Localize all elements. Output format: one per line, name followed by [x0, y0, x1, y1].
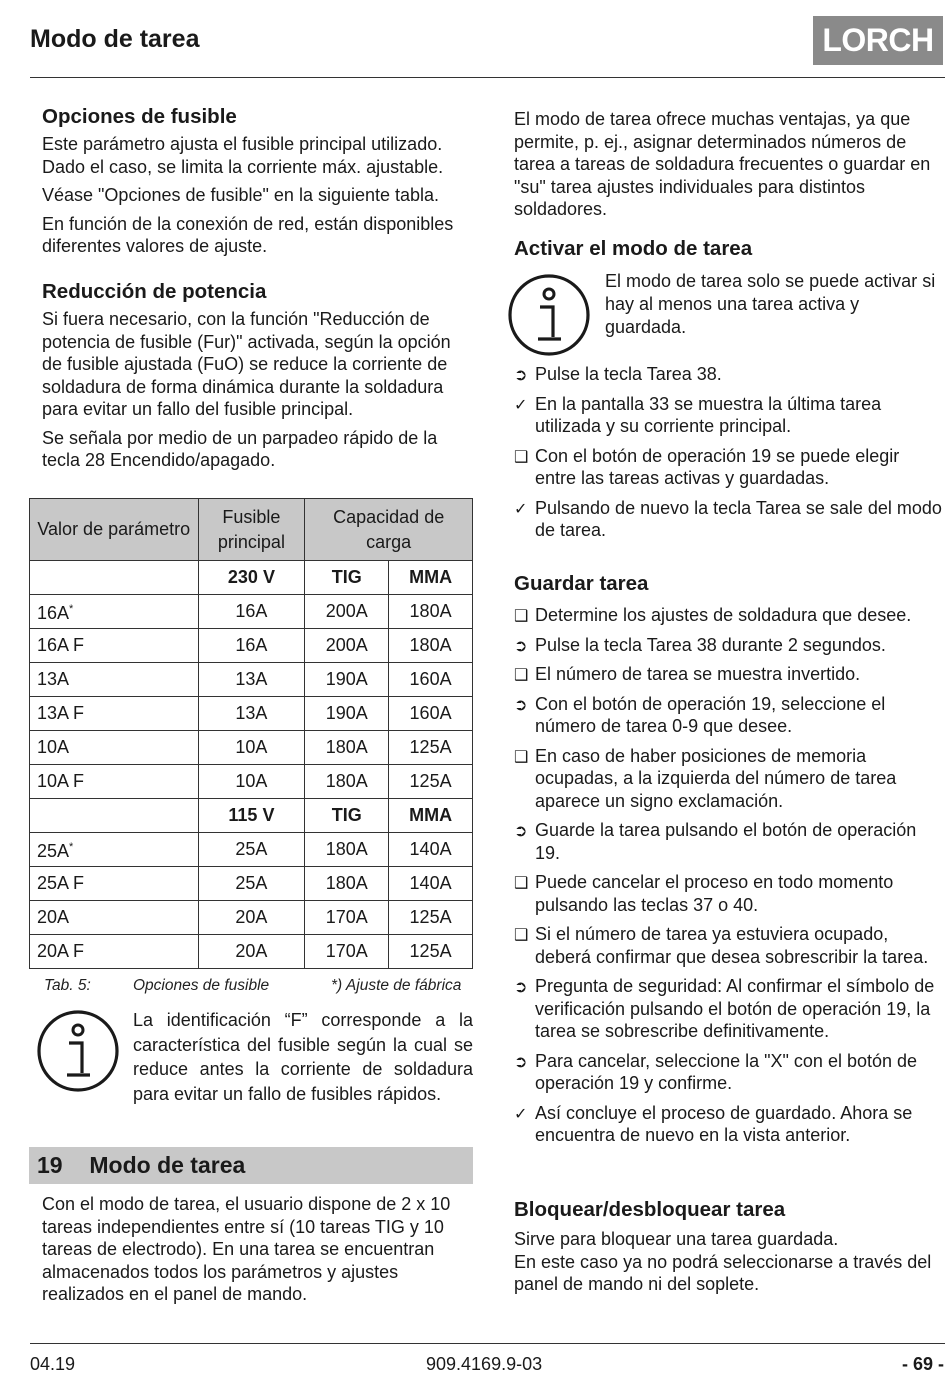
header-divider — [30, 77, 945, 78]
param-value: 13A F — [37, 703, 85, 724]
step-item — [514, 693, 944, 738]
table-fuse-cell: 10A — [198, 765, 305, 799]
section-19-intro: Con el modo de tarea, el usuario dispone de 2 x 10 tareas independientes entre sí (10 tareas TIG y 10 tareas de electrodo). En una tarea se encuentran almacenados todos los parámetros y ajustes realizados en el panel de mando. — [42, 1194, 451, 1304]
step-item — [514, 975, 944, 1043]
fuse-options-section — [42, 104, 474, 258]
checkbox-icon: ❑ — [514, 446, 529, 466]
step-text: En caso de haber posiciones de memoria ocupadas, a la izquierda del número de tarea aparece un signo exclamación. — [535, 745, 897, 811]
page-header-title: Modo de tarea — [30, 25, 200, 53]
save-job-heading: Guardar tarea — [514, 572, 649, 595]
section-19-heading — [29, 1147, 473, 1184]
factory-default-marker: * — [69, 841, 74, 854]
table-row — [30, 629, 473, 663]
power-reduction-paragraph-2: Se señala por medio de un parpadeo rápido de la tecla 28 Encendido/apagado. — [42, 427, 438, 470]
table-voltage-row — [30, 799, 473, 833]
checkmark-icon: ✓ — [514, 498, 528, 518]
step-item — [514, 1102, 944, 1147]
param-value: 16A F — [37, 635, 85, 656]
arrow-icon: ➲ — [514, 635, 528, 655]
table-fuse-cell: 25A — [198, 833, 305, 867]
table-tig-cell: 200A — [305, 629, 389, 663]
table-fuse-cell: 13A — [198, 697, 305, 731]
table-header-param: Valor de parámetro — [30, 499, 199, 561]
lorch-logo: LORCH — [813, 16, 943, 65]
param-value: 25A F — [37, 873, 85, 894]
table-fuse-cell: 10A — [198, 731, 305, 765]
footer-divider — [30, 1343, 945, 1344]
table-fuse-cell: 16A — [198, 595, 305, 629]
footer-document-number: 909.4169.9-03 — [426, 1354, 543, 1374]
table-caption-title: Opciones de fusible — [133, 977, 270, 994]
arrow-icon: ➲ — [514, 977, 528, 996]
param-value: 13A — [37, 669, 70, 690]
table-mma-cell: 125A — [389, 765, 473, 799]
checkbox-icon: ❑ — [514, 606, 529, 625]
table-tig-cell: 190A — [305, 697, 389, 731]
arrow-icon: ➲ — [514, 365, 528, 384]
table-fuse-cell: 20A — [198, 935, 305, 969]
step-text: Pregunta de seguridad: Al confirmar el símbolo de verificación pulsando el botón de operación 19, la tarea se sobrescribe definitivamente. — [535, 976, 935, 1041]
checkmark-icon: ✓ — [514, 1103, 528, 1123]
lock-job-paragraph-1: Sirve para bloquear una tarea guardada. — [514, 1229, 839, 1249]
checkbox-icon: ❑ — [514, 665, 529, 684]
power-reduction-section — [42, 279, 474, 472]
checkbox-icon: ❑ — [514, 873, 529, 892]
table-mma-cell: 140A — [389, 833, 473, 867]
info-icon — [507, 273, 591, 357]
table-mma-cell: 125A — [389, 935, 473, 969]
table-row — [30, 867, 473, 901]
step-text: Con el botón de operación 19, seleccione el número de tarea 0-9 que desee. — [535, 693, 886, 736]
activate-info-note: El modo de tarea solo se puede activar si hay al menos una tarea activa y guardada. — [605, 271, 936, 337]
step-item — [514, 604, 944, 627]
info-icon — [36, 1009, 120, 1093]
param-value: 16A — [37, 603, 70, 624]
power-reduction-heading: Reducción de potencia — [42, 280, 267, 303]
table-voltage-empty-cell — [30, 561, 199, 595]
table-param-cell — [30, 765, 199, 799]
table-mma-header-cell: MMA — [389, 561, 473, 595]
step-text: Con el botón de operación 19 se puede elegir entre las tareas activas y guardadas. — [535, 445, 900, 488]
fuse-table-body — [30, 561, 473, 969]
step-item — [514, 663, 944, 686]
table-tig-cell: 170A — [305, 935, 389, 969]
step-item — [514, 1050, 944, 1095]
table-param-cell — [30, 935, 199, 969]
param-value: 10A F — [37, 771, 85, 792]
table-row — [30, 697, 473, 731]
arrow-icon: ➲ — [514, 1051, 528, 1071]
table-mma-cell: 125A — [389, 731, 473, 765]
fuse-options-table — [29, 498, 473, 969]
footer-page-number: - 69 - — [901, 1354, 944, 1374]
table-header-fuse: Fusible principal — [198, 499, 305, 561]
table-voltage-empty-cell — [30, 799, 199, 833]
table-row — [30, 935, 473, 969]
table-row — [30, 765, 473, 799]
job-mode-intro: El modo de tarea ofrece muchas ventajas, ya que permite, p. ej., asignar determinados números de tarea a tareas de soldadura frecuentes o guardar en "su" tarea ajustes individuales para distintos soldadores. — [514, 109, 931, 219]
table-tig-cell: 180A — [305, 867, 389, 901]
activate-steps-list — [514, 363, 944, 542]
table-mma-cell: 140A — [389, 867, 473, 901]
table-row — [30, 731, 473, 765]
table-mma-cell: 160A — [389, 697, 473, 731]
table-mma-cell: 180A — [389, 595, 473, 629]
step-item — [514, 871, 944, 916]
arrow-icon: ➲ — [514, 694, 528, 714]
table-param-cell — [30, 663, 199, 697]
table-param-cell — [30, 629, 199, 663]
step-item — [514, 634, 944, 657]
step-text: Pulsando de nuevo la tecla Tarea se sale del modo de tarea. — [535, 497, 942, 540]
table-tig-header-cell: TIG — [305, 561, 389, 595]
step-item — [514, 363, 944, 386]
activate-job-mode-heading: Activar el modo de tarea — [514, 237, 753, 260]
checkbox-icon: ❑ — [514, 746, 529, 766]
table-row — [30, 595, 473, 629]
step-text: Para cancelar, seleccione la "X" con el botón de operación 19 y confirme. — [535, 1050, 918, 1093]
step-item — [514, 497, 944, 542]
table-tig-cell: 180A — [305, 731, 389, 765]
table-row — [30, 901, 473, 935]
checkbox-icon: ❑ — [514, 925, 529, 944]
arrow-icon: ➲ — [514, 821, 528, 840]
step-text: Guarde la tarea pulsando el botón de operación 19. — [535, 820, 917, 863]
table-caption-note: *) Ajuste de fábrica — [331, 977, 462, 994]
table-mma-cell: 125A — [389, 901, 473, 935]
table-voltage-cell: 230 V — [198, 561, 305, 595]
table-param-cell — [30, 901, 199, 935]
step-item — [514, 923, 944, 968]
step-text: Si el número de tarea ya estuviera ocupado, deberá confirmar que desea sobrescribir la tarea. — [535, 924, 929, 967]
table-param-cell — [30, 731, 199, 765]
section-number: 19 — [37, 1152, 63, 1178]
table-row — [30, 663, 473, 697]
param-value: 10A — [37, 737, 70, 758]
step-text: Así concluye el proceso de guardado. Ahora se encuentra de nuevo en la vista anterior. — [535, 1102, 913, 1145]
step-item — [514, 819, 944, 864]
table-header-capacity: Capacidad de carga — [305, 499, 473, 561]
checkmark-icon: ✓ — [514, 394, 528, 414]
table-param-cell — [30, 697, 199, 731]
table-mma-cell: 180A — [389, 629, 473, 663]
table-param-cell — [30, 833, 199, 867]
save-steps-list — [514, 604, 944, 1147]
step-text: El número de tarea se muestra invertido. — [535, 664, 861, 684]
step-text: En la pantalla 33 se muestra la última tarea utilizada y su corriente principal. — [535, 393, 882, 436]
table-fuse-cell: 20A — [198, 901, 305, 935]
table-fuse-cell: 16A — [198, 629, 305, 663]
fuse-f-info-note: La identificación “F” corresponde a la característica del fusible según la cual se reduce antes la corriente de soldadura para evitar un fallo de fusibles rápidos. — [133, 1010, 473, 1104]
footer-date: 04.19 — [30, 1354, 76, 1374]
table-voltage-row — [30, 561, 473, 595]
table-voltage-cell: 115 V — [198, 799, 305, 833]
table-tig-cell: 190A — [305, 663, 389, 697]
table-mma-cell: 160A — [389, 663, 473, 697]
table-caption-label: Tab. 5: — [44, 977, 91, 994]
table-mma-header-cell: MMA — [389, 799, 473, 833]
param-value: 20A F — [37, 941, 85, 962]
table-fuse-cell: 25A — [198, 867, 305, 901]
table-tig-cell: 180A — [305, 833, 389, 867]
step-item — [514, 745, 944, 813]
fuse-options-paragraph-2: Véase "Opciones de fusible" en la siguiente tabla. — [42, 185, 440, 205]
table-tig-header-cell: TIG — [305, 799, 389, 833]
fuse-options-heading: Opciones de fusible — [42, 105, 237, 128]
table-tig-cell: 170A — [305, 901, 389, 935]
lock-job-text — [514, 1228, 944, 1296]
table-param-cell — [30, 595, 199, 629]
section-title: Modo de tarea — [89, 1152, 246, 1178]
step-item — [514, 393, 944, 438]
step-item — [514, 445, 944, 490]
lock-job-paragraph-2: En este caso ya no podrá seleccionarse a través del panel de mando ni del soplete. — [514, 1251, 932, 1294]
table-tig-cell: 180A — [305, 765, 389, 799]
table-row — [30, 833, 473, 867]
fuse-options-paragraph-1: Este parámetro ajusta el fusible principal utilizado. Dado el caso, se limita la corriente máx. ajustable. — [42, 134, 444, 177]
step-text: Pulse la tecla Tarea 38. — [535, 364, 722, 384]
step-text: Determine los ajustes de soldadura que desee. — [535, 605, 912, 625]
table-tig-cell: 200A — [305, 595, 389, 629]
power-reduction-paragraph-1: Si fuera necesario, con la función "Reducción de potencia de fusible (Fur)" activada, según la opción de fusible ajustada (FuO) se reduce la corriente de soldadura de forma dinámica durante la soldadura para evitar un fallo del fusible principal. — [42, 309, 451, 419]
step-text: Pulse la tecla Tarea 38 durante 2 segundos. — [535, 634, 886, 655]
fuse-options-paragraph-3: En función de la conexión de red, están disponibles diferentes valores de ajuste. — [42, 213, 454, 256]
table-param-cell — [30, 867, 199, 901]
table-fuse-cell: 13A — [198, 663, 305, 697]
factory-default-marker: * — [69, 603, 74, 616]
step-text: Puede cancelar el proceso en todo momento pulsando las teclas 37 o 40. — [535, 872, 894, 915]
param-value: 20A — [37, 907, 70, 928]
param-value: 25A — [37, 841, 70, 862]
lock-job-heading: Bloquear/desbloquear tarea — [514, 1198, 786, 1221]
